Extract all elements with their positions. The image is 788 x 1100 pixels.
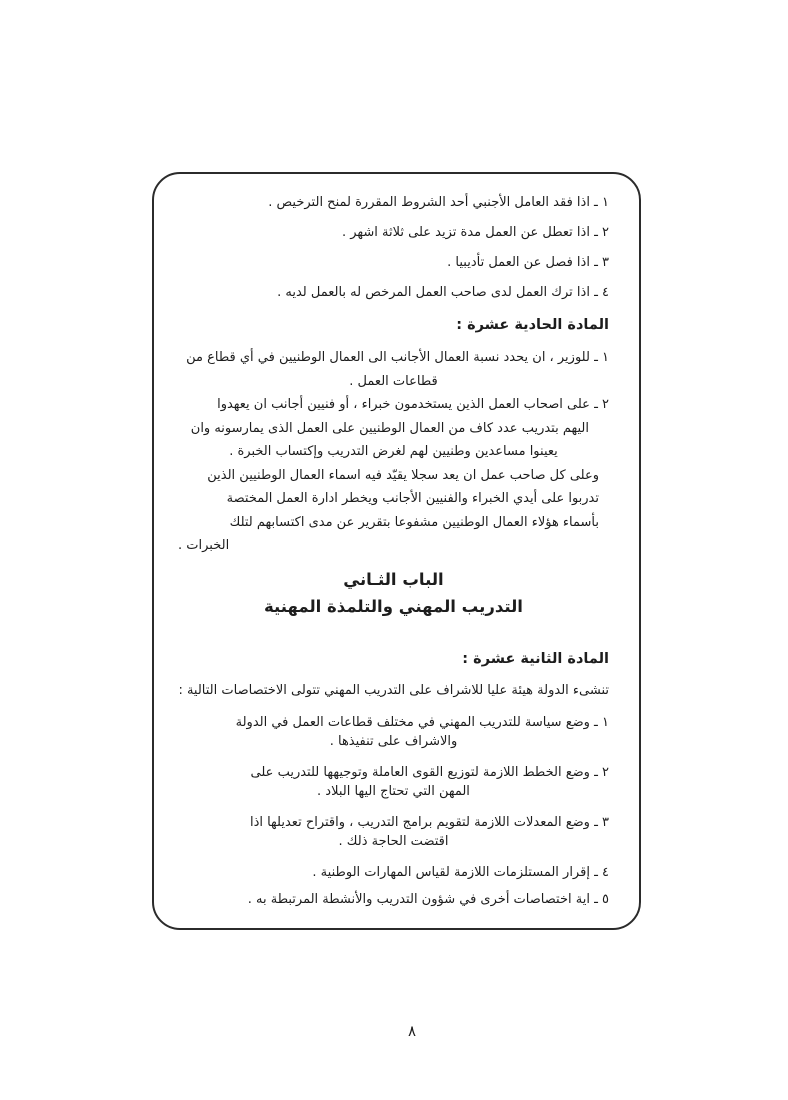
page-number: ٨ bbox=[407, 1022, 417, 1040]
employer-record-paragraph-line2: تدربوا على أيدي الخبراء والفنيين الأجانب ويخطر ادارة العمل المختصة bbox=[226, 491, 599, 506]
article-12-heading: المادة الثانية عشرة : bbox=[462, 650, 609, 667]
revocation-item-3: ٣ ـ اذا فصل عن العمل تأديبيا . bbox=[447, 255, 609, 270]
article-11-heading: المادة الحادية عشرة : bbox=[456, 317, 609, 333]
revocation-item-1: ١ ـ اذا فقد العامل الأجنبي أحد الشروط المقررة لمنح الترخيص . bbox=[268, 195, 609, 210]
employer-record-paragraph-line1: وعلى كل صاحب عمل ان يعد سجلا يقيّد فيه اسماء العمال الوطنيين الذين bbox=[207, 467, 599, 483]
article-12-item3-line2: اقتضت الحاجة ذلك . bbox=[338, 833, 449, 849]
revocation-item-2: ٢ ـ اذا تعطل عن العمل مدة تزيد على ثلاثة اشهر . bbox=[341, 225, 609, 240]
employer-record-paragraph-line4: الخبرات . bbox=[178, 538, 230, 553]
revocation-item-4: ٤ ـ اذا ترك العمل لدى صاحب العمل المرخص له بالعمل لديه . bbox=[277, 285, 609, 300]
chapter-2-title-line1: الباب الثـاني bbox=[343, 569, 444, 589]
article-12-item2-line1: ٢ ـ وضع الخطط اللازمة لتوزيع القوى العاملة وتوجيهها للتدريب على bbox=[250, 764, 609, 780]
article-12-item1-line1: ١ ـ وضع سياسة للتدريب المهني في مختلف قطاعات العمل في الدولة bbox=[235, 714, 609, 730]
article-12-list bbox=[178, 713, 609, 909]
article-11-item2-line2: اليهم بتدريب عدد كاف من العمال الوطنيين على العمل الذى يمارسونه وان bbox=[190, 420, 589, 436]
chapter-2-title bbox=[178, 566, 609, 620]
article-12-item5: ٥ ـ اية اختصاصات أخرى في شؤون التدريب والأنشطة المرتبطة به . bbox=[247, 891, 609, 907]
article-12-intro: تنشىء الدولة هيئة عليا للاشراف على التدريب المهني تتولى الاختصاصات التالية : bbox=[178, 682, 609, 698]
article-11-body bbox=[178, 346, 609, 558]
article-12-item3-line1: ٣ ـ وضع المعدلات اللازمة لتقويم برامج التدريب ، واقتراح تعديلها اذا bbox=[249, 814, 609, 830]
law-text-frame bbox=[152, 172, 641, 930]
article-11-item1-line2: قطاعات العمل . bbox=[349, 373, 438, 389]
article-12-item1-line2: والاشراف على تنفيذها . bbox=[329, 733, 458, 749]
article-12-item4: ٤ ـ إقرار المستلزمات اللازمة لقياس المهارات الوطنية . bbox=[312, 864, 609, 880]
article-12-item2-line2: المهن التي تحتاج اليها البلاد . bbox=[317, 783, 470, 799]
article-11-item2-line3: يعينوا مساعدين وطنيين لهم لغرض التدريب وإكتساب الخبرة . bbox=[229, 444, 558, 459]
article-11-item1-line1: ١ ـ للوزير ، ان يحدد نسبة العمال الأجانب الى العمال الوطنيين في أي قطاع من bbox=[186, 350, 609, 365]
article-11-item2-line1: ٢ ـ على اصحاب العمل الذين يستخدمون خبراء ، أو فنيين أجانب ان يعهدوا bbox=[217, 397, 609, 412]
chapter-2-title-line2: التدريب المهني والتلمذة المهنية bbox=[264, 596, 523, 616]
employer-record-paragraph-line3: بأسماء هؤلاء العمال الوطنيين مشفوعا بتقرير عن مدى اكتسابهم لتلك bbox=[229, 514, 599, 530]
license-revocation-list bbox=[178, 188, 609, 308]
